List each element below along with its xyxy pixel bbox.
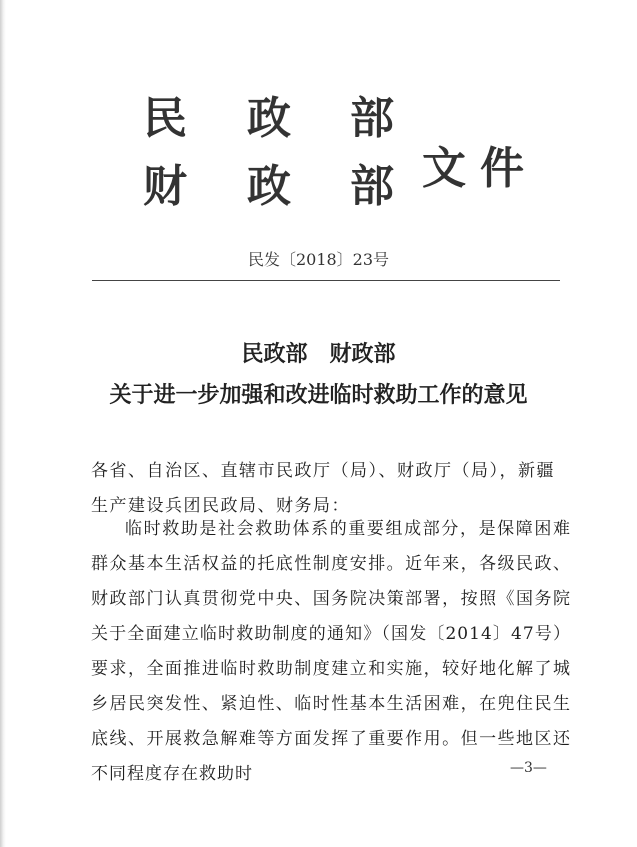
issuer-2-char-1: 财 — [143, 161, 187, 212]
document-type: 文件 — [422, 143, 538, 194]
issuer-1-char-2: 政 — [247, 93, 291, 144]
issuer-1-char-1: 民 — [143, 93, 187, 144]
issuer-2-char-3: 部 — [350, 161, 394, 212]
title-line-1: 民政部 财政部 — [241, 341, 396, 367]
body-paragraph: 临时救助是社会救助体系的重要组成部分，是保障困难群众基本生活权益的托底性制度安排。近年来，各级民政、财政部门认真贯彻党中央、国务院决策部署，按照《国务院关于全面建立临时救助制度的通知》（国发〔2014〕47号）要求，全面推进临时救助制度建立和实施，较好地化解了城乡居民突发性、紧迫性、临时性基本生活困难，在兜住民生底线、开展救急解难等方面发挥了重要作用。但一些地区还不同程度存在救助时 — [91, 519, 571, 784]
issuer-2-char-2: 政 — [247, 161, 291, 212]
addressee: 各省、自治区、直辖市民政厅（局）、财政厅（局），新疆生产建设兵团民政局、财务局： — [91, 461, 555, 516]
page-number: —3— — [510, 760, 547, 776]
scan-edge-shadow — [0, 0, 6, 847]
issuer-1-char-3: 部 — [350, 93, 394, 144]
document-number: 民发〔2018〕23号 — [247, 250, 390, 269]
header-divider — [92, 280, 560, 281]
title-line-2: 关于进一步加强和改进临时救助工作的意见 — [109, 382, 528, 408]
